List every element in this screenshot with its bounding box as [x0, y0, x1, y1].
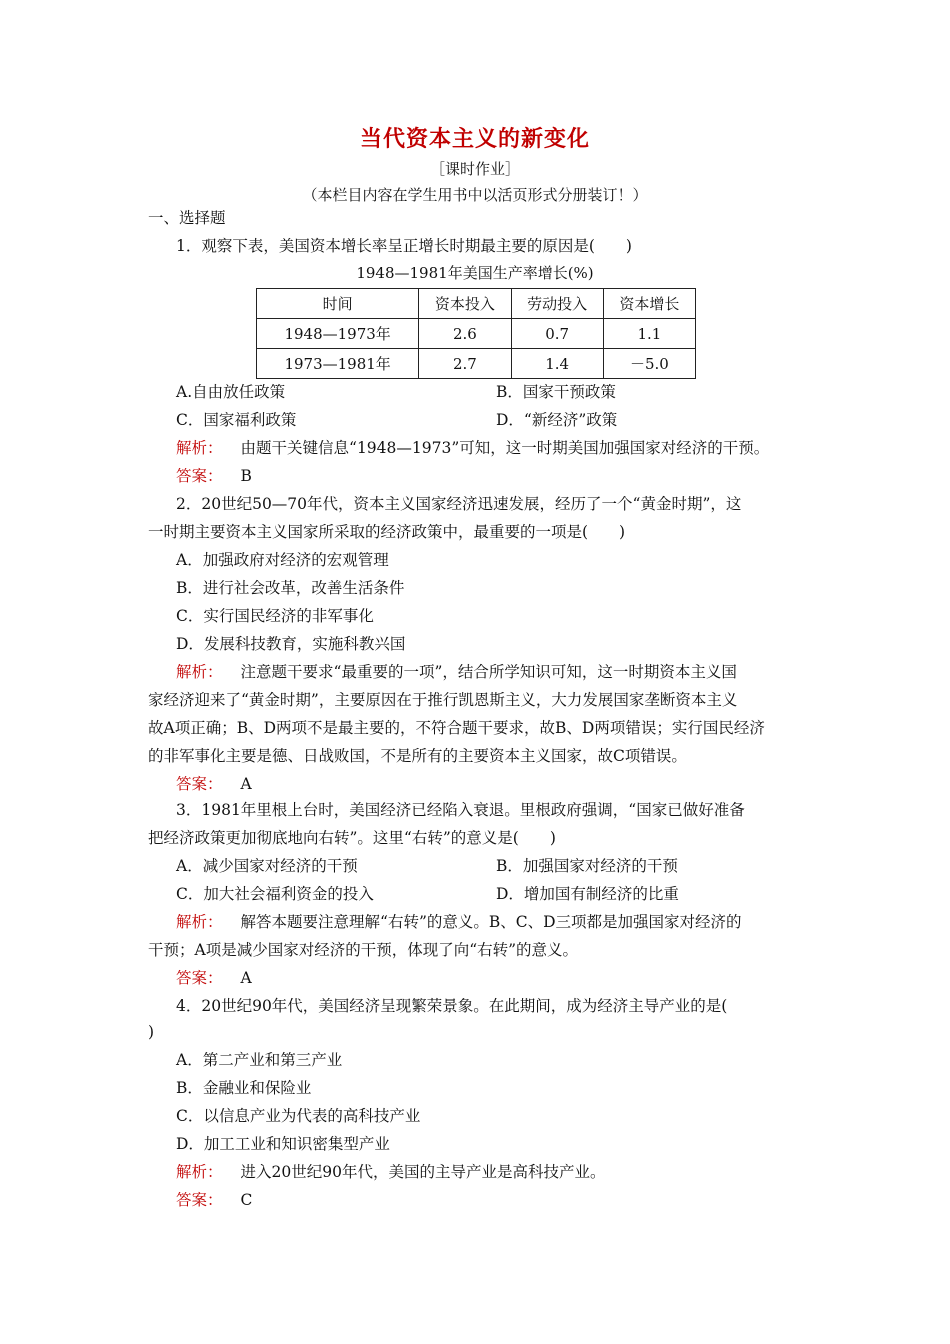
q2-analysis-line1: 注意题干要求“最重要的一项”，结合所学知识可知，这一时期资本主义国 [240, 663, 737, 681]
q2-answer: A [240, 775, 252, 793]
subtitle-note: （本栏目内容在学生用书中以活页形式分册装订！） [302, 186, 648, 204]
q1-stem: 1．观察下表，美国资本增长率呈正增长时期最主要的原因是( ) [176, 237, 632, 255]
q2-analysis-line4: 的非军事化主要是德、日战败国，不是所有的主要资本主义国家，故C项错误。 [148, 747, 687, 765]
q2-answer-label: 答案： [176, 775, 223, 793]
q1-option-d: D．“新经济”政策 [496, 411, 618, 429]
q3-analysis-label: 解析： [176, 913, 223, 931]
table-header-cell: 资本增长 [603, 289, 695, 319]
q2-stem-line2: 一时期主要资本主义国家所采取的经济政策中，最重要的一项是( ) [148, 523, 626, 541]
table-cell: －5.0 [603, 349, 695, 379]
q1-answer: B [240, 467, 252, 485]
q4-option-d: D．加工工业和知识密集型产业 [176, 1135, 390, 1153]
q2-analysis-line2: 家经济迎来了“黄金时期”，主要原因在于推行凯恩斯主义，大力发展国家垄断资本主义 [148, 691, 738, 709]
table-header-cell: 时间 [257, 289, 419, 319]
table-cell: 1.4 [511, 349, 603, 379]
table-cell: 0.7 [511, 319, 603, 349]
page-title: 当代资本主义的新变化 [359, 126, 590, 152]
table-header-row [257, 289, 696, 319]
q1-answer-label: 答案： [176, 467, 223, 485]
q3-option-b: B．加强国家对经济的干预 [496, 857, 678, 875]
q2-analysis-line3: 故A项正确；B、D两项不是最主要的，不符合题干要求，故B、D两项错误；实行国民经济 [148, 719, 765, 737]
q2-option-c: C．实行国民经济的非军事化 [176, 607, 374, 625]
q2-option-a: A．加强政府对经济的宏观管理 [176, 551, 389, 569]
q1-table [256, 288, 696, 379]
q4-stem-line2: ) [148, 1023, 155, 1041]
q3-option-c: C．加大社会福利资金的投入 [176, 885, 374, 903]
q2-stem-line1: 2．20世纪50—70年代，资本主义国家经济迅速发展，经历了一个“黄金时期”，这 [176, 495, 742, 513]
q3-option-a: A．减少国家对经济的干预 [176, 857, 358, 875]
subtitle-homework: ［课时作业］ [429, 160, 520, 178]
q3-analysis-line2: 干预；A项是减少国家对经济的干预，体现了向“右转”的意义。 [148, 941, 579, 959]
q3-analysis-line1: 解答本题要注意理解“右转”的意义。B、C、D三项都是加强国家对经济的 [240, 913, 742, 931]
table-cell: 1948—1973年 [257, 319, 419, 349]
q2-analysis-label: 解析： [176, 663, 223, 681]
table-cell: 1973—1981年 [257, 349, 419, 379]
table-header-cell: 资本投入 [419, 289, 511, 319]
q3-stem-line1: 3．1981年里根上台时，美国经济已经陷入衰退。里根政府强调，“国家已做好准备 [176, 801, 745, 819]
q4-answer: C [240, 1191, 253, 1209]
q3-stem-line2: 把经济政策更加彻底地向右转”。这里“右转”的意义是( ) [148, 829, 556, 847]
table-row [257, 349, 696, 379]
table-cell: 2.7 [419, 349, 511, 379]
q3-answer: A [240, 969, 252, 987]
q1-option-a: A.自由放任政策 [176, 383, 286, 401]
q4-answer-label: 答案： [176, 1191, 223, 1209]
section-heading: 一、选择题 [148, 209, 226, 227]
q1-analysis-label: 解析： [176, 439, 223, 457]
q1-option-c: C．国家福利政策 [176, 411, 297, 429]
table-header-cell: 劳动投入 [511, 289, 603, 319]
q2-option-b: B．进行社会改革，改善生活条件 [176, 579, 405, 597]
q4-analysis-label: 解析： [176, 1163, 223, 1181]
q4-option-b: B．金融业和保险业 [176, 1079, 312, 1097]
q1-analysis-text: 由题干关键信息“1948—1973”可知，这一时期美国加强国家对经济的干预。 [240, 439, 770, 457]
q2-option-d: D．发展科技教育，实施科教兴国 [176, 635, 406, 653]
q4-stem-line1: 4．20世纪90年代，美国经济呈现繁荣景象。在此期间，成为经济主导产业的是( [176, 997, 728, 1015]
q4-option-c: C．以信息产业为代表的高科技产业 [176, 1107, 421, 1125]
q4-analysis-text: 进入20世纪90年代，美国的主导产业是高科技产业。 [240, 1163, 606, 1181]
q3-option-d: D．增加国有制经济的比重 [496, 885, 679, 903]
q1-option-b: B．国家干预政策 [496, 383, 616, 401]
table-cell: 1.1 [603, 319, 695, 349]
q4-option-a: A．第二产业和第三产业 [176, 1051, 343, 1069]
table-cell: 2.6 [419, 319, 511, 349]
q1-table-caption: 1948—1981年美国生产率增长(%) [356, 264, 594, 282]
q3-answer-label: 答案： [176, 969, 223, 987]
table-row [257, 319, 696, 349]
